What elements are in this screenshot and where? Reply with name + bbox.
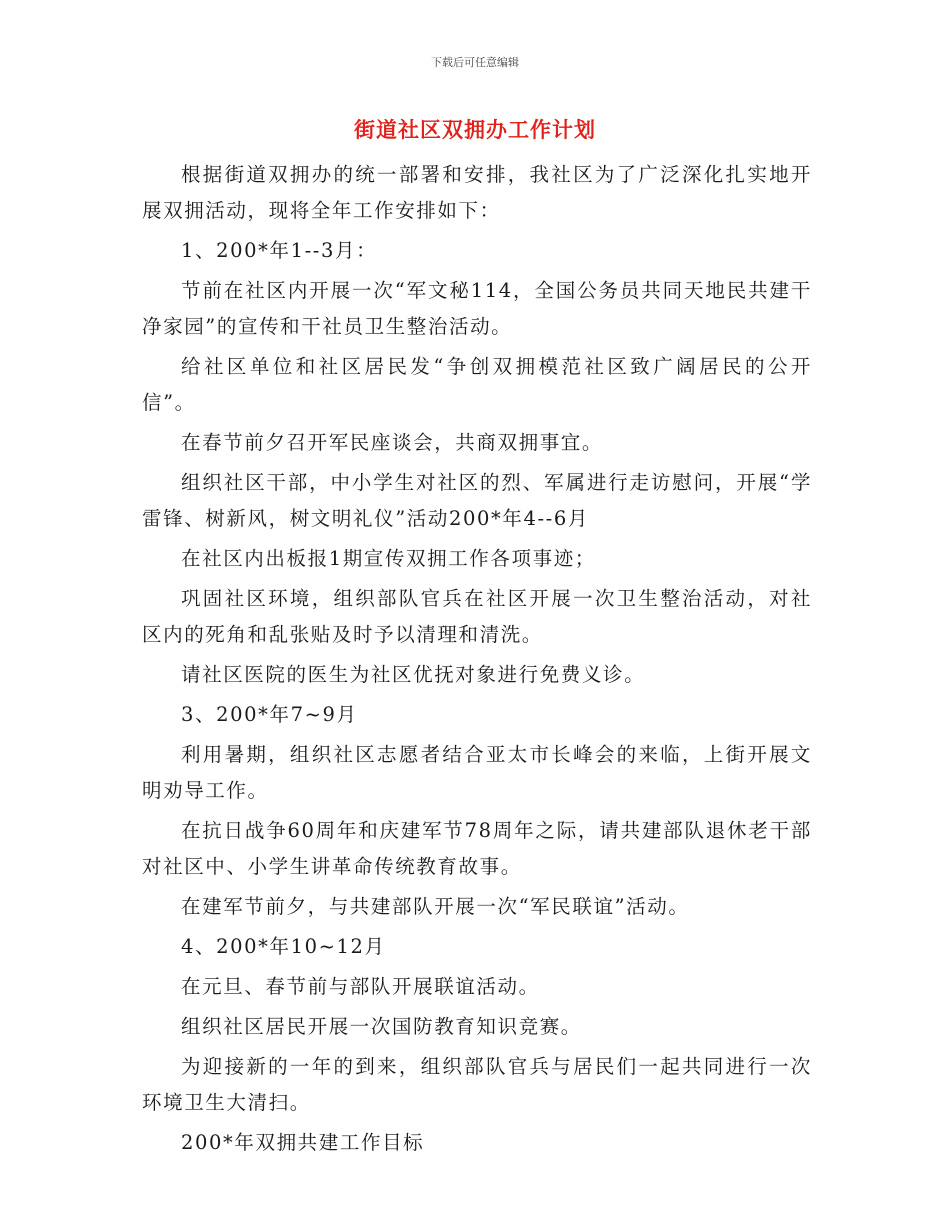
header-note: 下载后可任意编辑	[431, 56, 519, 69]
paragraph: 节前在社区内开展一次“军文秘114，全国公务员共同天地民共建干净家园”的宣传和干社员卫生整治活动。	[142, 279, 812, 338]
paragraph: 4、200*年10~12月	[181, 935, 386, 958]
paragraph: 200*年双拥共建工作目标	[181, 1131, 425, 1154]
paragraph: 巩固社区环境，组织部队官兵在社区开展一次卫生整治活动，对社区内的死角和乱张贴及时予以清理和清洗。	[142, 587, 812, 646]
paragraph: 组织社区居民开展一次国防教育知识竞赛。	[181, 1015, 582, 1038]
paragraph: 根据街道双拥办的统一部署和安排，我社区为了广泛深化扎实地开展双拥活动，现将全年工作安排如下：	[142, 163, 812, 222]
paragraph: 1、200*年1--3月：	[181, 239, 378, 262]
paragraph: 给社区单位和社区居民发“争创双拥模范社区致广阔居民的公开信”。	[142, 355, 812, 414]
paragraph: 在社区内出板报1期宣传双拥工作各项事迹；	[181, 547, 596, 570]
paragraph: 在建军节前夕，与共建部队开展一次“军民联谊”活动。	[181, 895, 690, 918]
paragraph: 请社区医院的医生为社区优抚对象进行免费义诊。	[181, 663, 646, 686]
paragraph: 在抗日战争60周年和庆建军节78周年之际，请共建部队退休老干部对社区中、小学生讲革命传统教育故事。	[142, 819, 812, 878]
document-title: 街道社区双拥办工作计划	[354, 118, 596, 142]
paragraph: 为迎接新的一年的到来，组织部队官兵与居民们一起共同进行一次环境卫生大清扫。	[142, 1055, 812, 1114]
document-body	[142, 157, 812, 1165]
paragraph: 在元旦、春节前与部队开展联谊活动。	[181, 975, 540, 998]
paragraph: 3、200*年7~9月	[181, 703, 358, 726]
paragraph: 利用暑期，组织社区志愿者结合亚太市长峰会的来临，上街开展文明劝导工作。	[142, 743, 812, 802]
paragraph: 在春节前夕召开军民座谈会，共商双拥事宜。	[181, 431, 604, 454]
paragraph: 组织社区干部，中小学生对社区的烈、军属进行走访慰问，开展“学雷锋、树新风，树文明礼仪”活动200*年4--6月	[142, 471, 812, 530]
